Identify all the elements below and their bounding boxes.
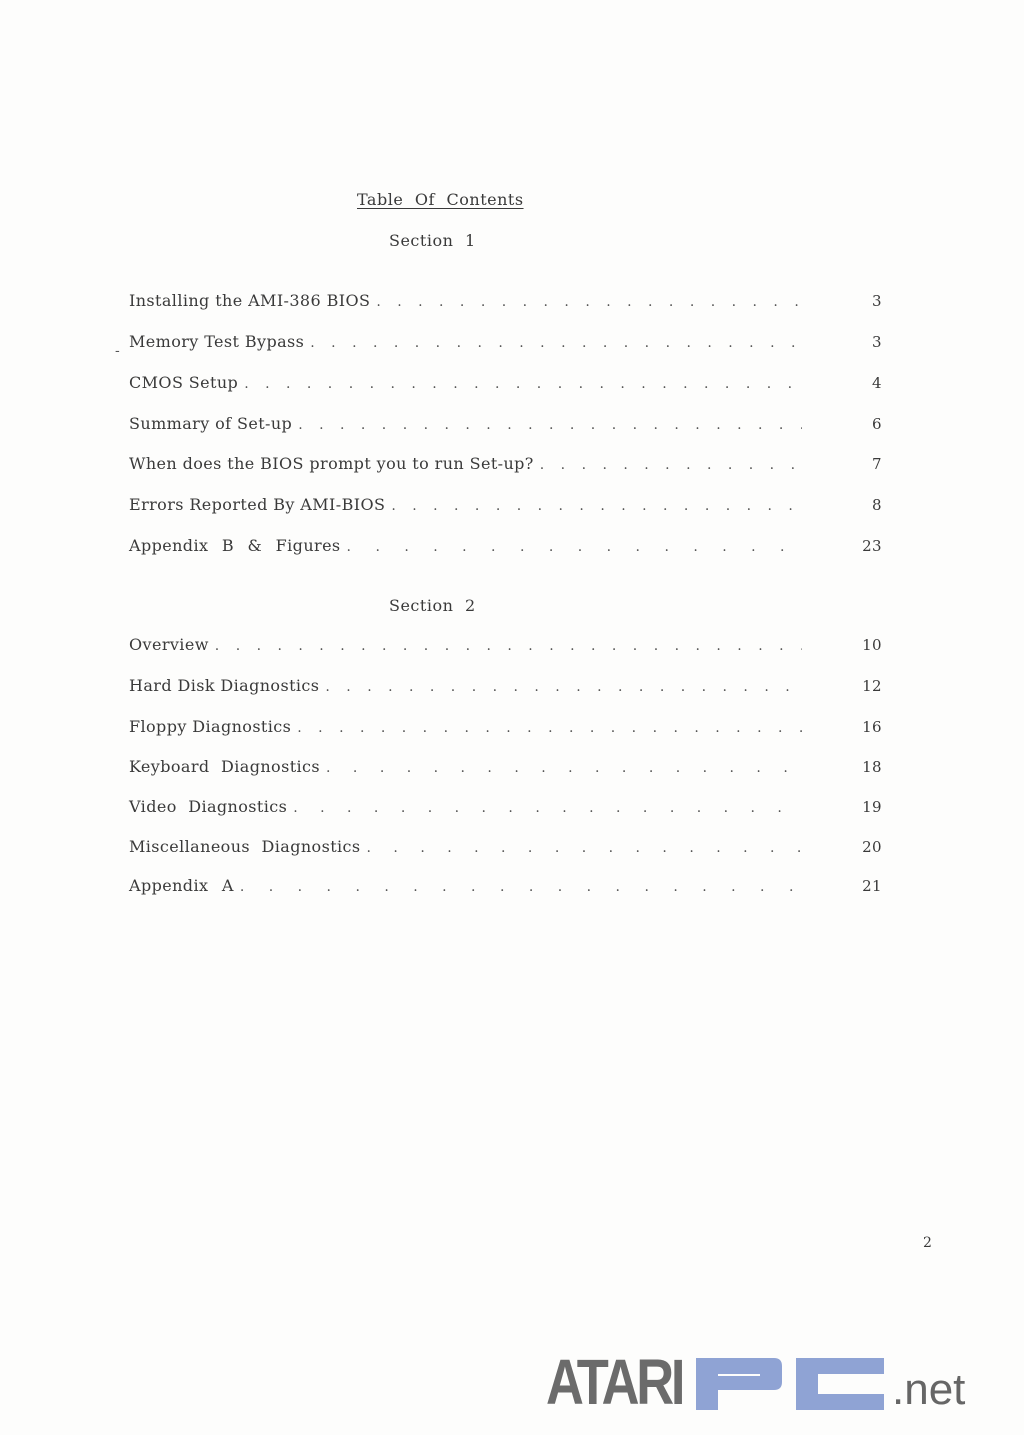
dot-leader <box>326 760 802 776</box>
toc-entry-page: 20 <box>862 838 882 856</box>
toc-entry-page: 23 <box>862 537 882 555</box>
toc-entry-page: 8 <box>872 496 882 514</box>
toc-entry-page: 6 <box>872 415 882 433</box>
toc-entry-label: Errors Reported By AMI-BIOS <box>129 495 386 514</box>
toc-entry <box>129 373 882 397</box>
toc-entry <box>129 797 882 821</box>
margin-mark: - <box>115 343 120 359</box>
toc-entry <box>129 837 882 861</box>
logo-suffix-text: .net <box>892 1365 966 1414</box>
toc-entry-label: Installing the AMI-386 BIOS <box>129 291 371 310</box>
toc-entry <box>129 757 882 781</box>
logo-brand-text: ATARI <box>546 1346 683 1418</box>
toc-entry <box>129 536 882 560</box>
toc-entry-page: 3 <box>872 292 882 310</box>
dot-leader <box>347 539 802 555</box>
toc-entry <box>129 454 882 478</box>
section-1-heading: Section 1 <box>389 231 476 250</box>
dot-leader <box>325 679 802 695</box>
toc-entry-label: Overview <box>129 635 209 654</box>
dot-leader <box>298 417 802 433</box>
toc-entry <box>129 332 882 356</box>
toc-entry-label: Memory Test Bypass <box>129 332 305 351</box>
toc-entry-page: 18 <box>862 758 882 776</box>
toc-title: Table Of Contents <box>357 190 524 209</box>
toc-entry-page: 16 <box>862 718 882 736</box>
dot-leader <box>367 840 802 856</box>
dot-leader <box>376 294 802 310</box>
atari-pc-logo <box>546 1346 966 1418</box>
dot-leader <box>540 457 802 473</box>
toc-entry <box>129 717 882 741</box>
toc-entry-page: 12 <box>862 677 882 695</box>
page-number: 2 <box>923 1235 932 1251</box>
toc-entry-page: 7 <box>872 455 882 473</box>
dot-leader <box>391 498 802 514</box>
toc-entry <box>129 495 882 519</box>
toc-entry-label: Appendix B & Figures <box>129 536 341 555</box>
toc-entry <box>129 291 882 315</box>
toc-entry-page: 4 <box>872 374 882 392</box>
toc-entry-label: Keyboard Diagnostics <box>129 757 321 776</box>
dot-leader <box>293 800 802 816</box>
dot-leader <box>310 335 802 351</box>
toc-entry-label: Appendix A <box>129 876 234 895</box>
toc-entry-page: 21 <box>862 877 882 895</box>
logo-pc-mark <box>696 1356 884 1412</box>
toc-entry-label: When does the BIOS prompt you to run Set-up? <box>129 454 534 473</box>
toc-entry-page: 10 <box>862 636 882 654</box>
toc-entry-label: Video Diagnostics <box>129 797 288 816</box>
toc-entry <box>129 676 882 700</box>
toc-entry-page: 19 <box>862 798 882 816</box>
toc-entry-label: Summary of Set-up <box>129 414 293 433</box>
toc-entry <box>129 414 882 438</box>
dot-leader <box>215 638 802 654</box>
dot-leader <box>297 720 802 736</box>
toc-entry-label: Miscellaneous Diagnostics <box>129 837 361 856</box>
toc-entry-page: 3 <box>872 333 882 351</box>
toc-entry <box>129 635 882 659</box>
toc-entry-label: Floppy Diagnostics <box>129 717 292 736</box>
dot-leader <box>244 376 802 392</box>
dot-leader <box>240 879 802 895</box>
toc-entry-label: Hard Disk Diagnostics <box>129 676 320 695</box>
section-2-heading: Section 2 <box>389 596 476 615</box>
toc-entry <box>129 876 882 900</box>
toc-entry-label: CMOS Setup <box>129 373 239 392</box>
